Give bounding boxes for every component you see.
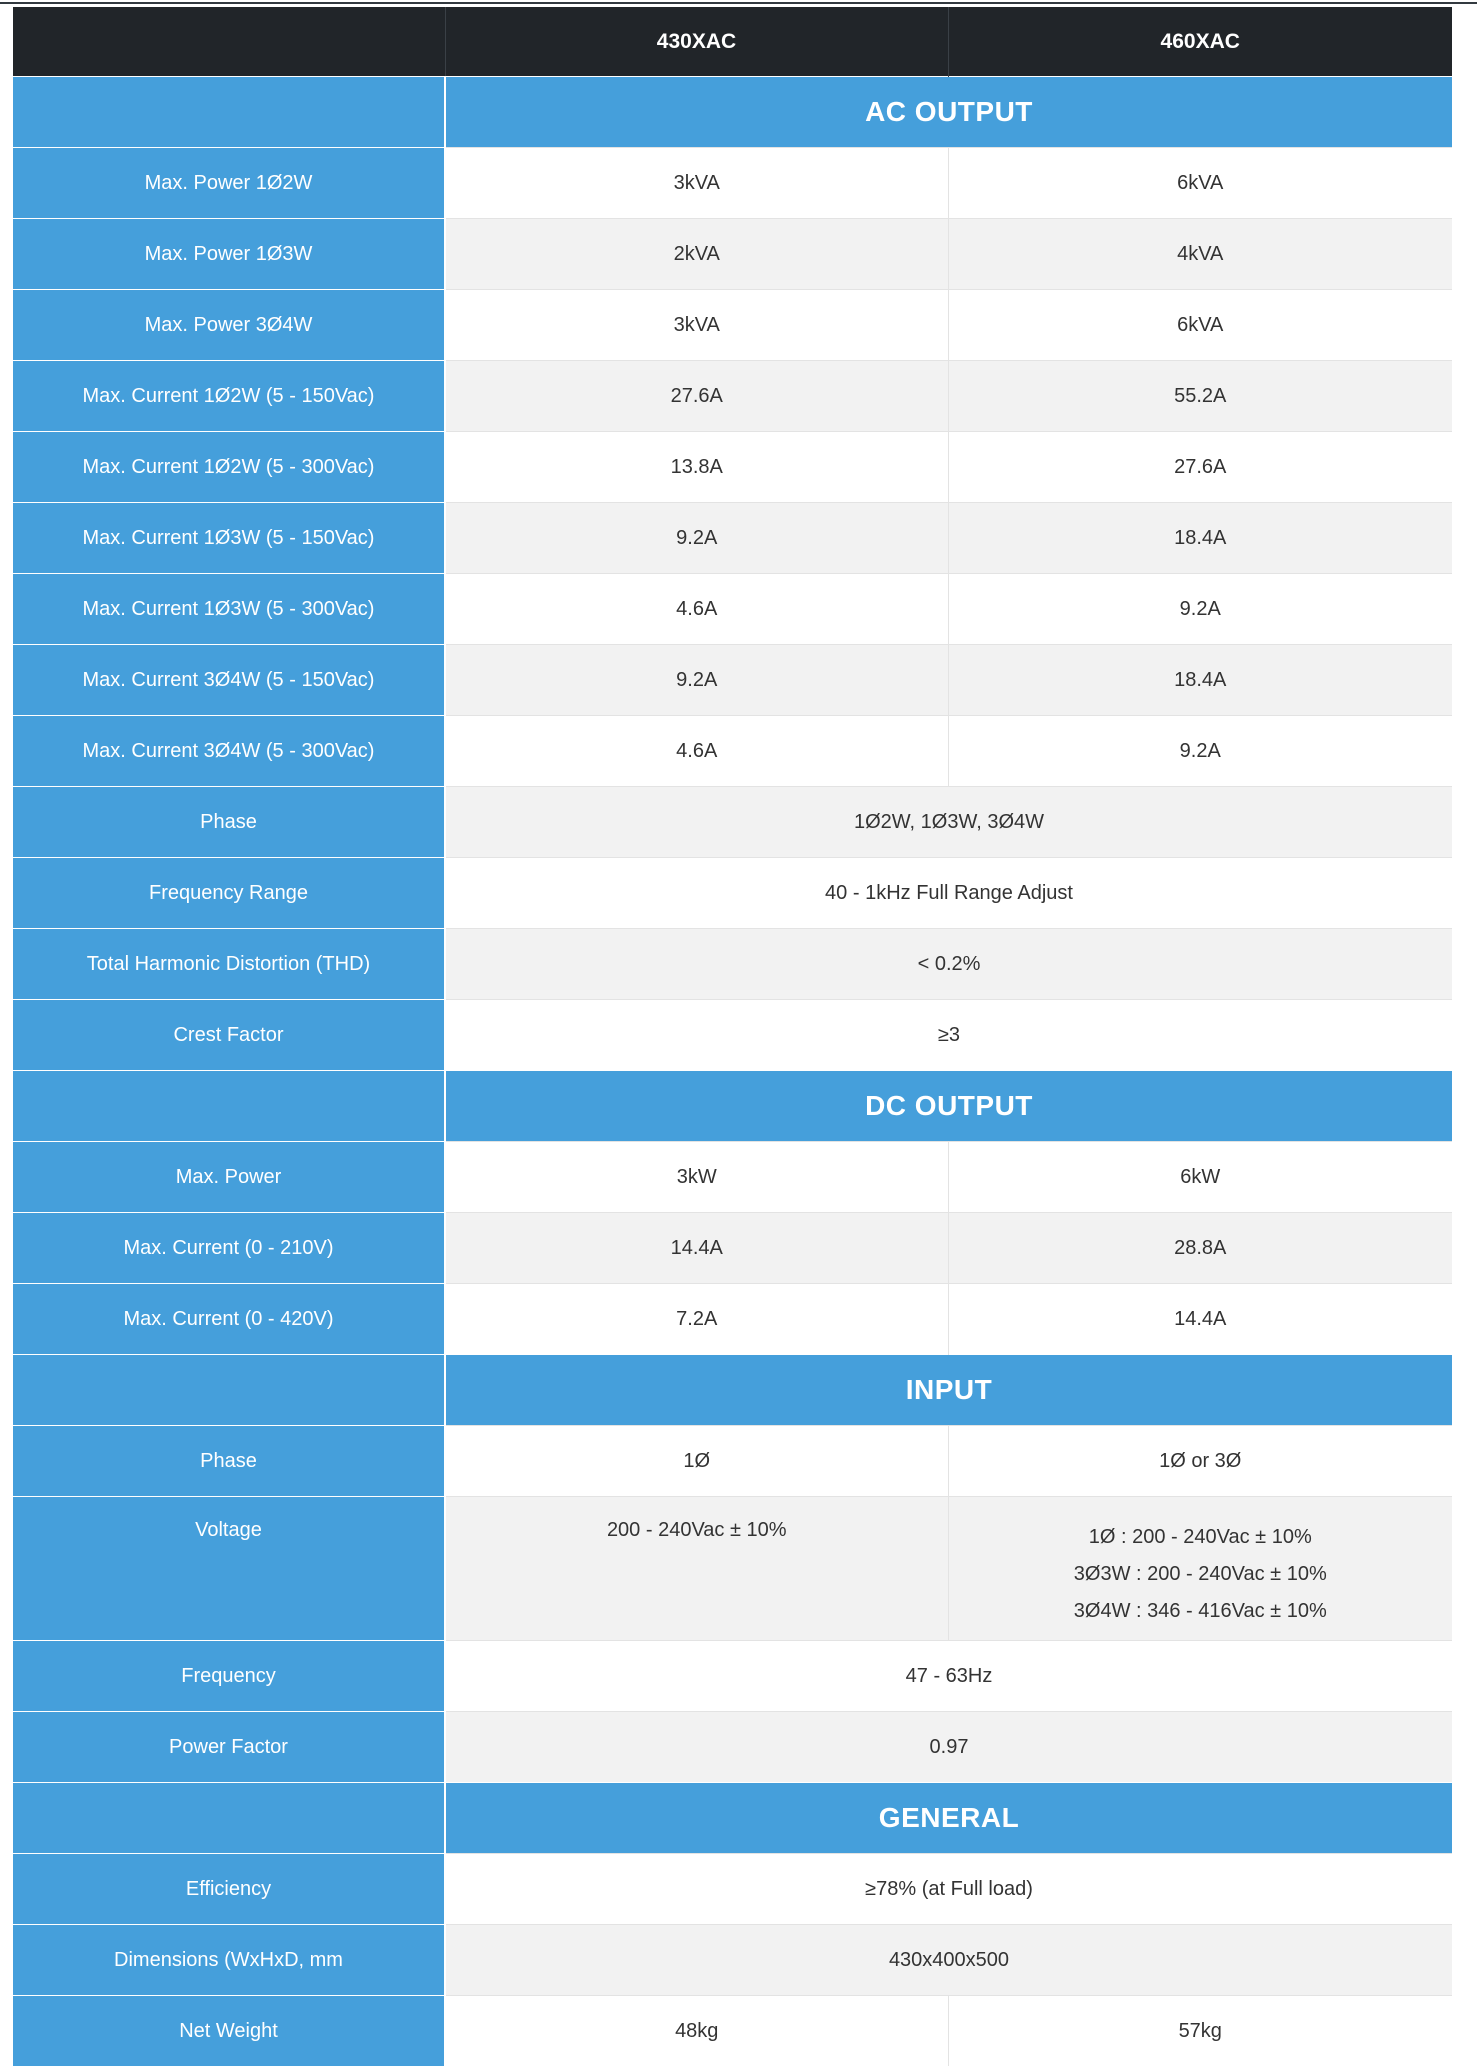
row-label: Max. Current 1Ø3W (5 - 300Vac): [13, 574, 445, 645]
row-value-430xac: 4.6A: [445, 574, 948, 645]
table-row: [13, 787, 1452, 858]
row-label: Max. Power 1Ø3W: [13, 219, 445, 290]
table-row: [13, 1641, 1452, 1712]
row-value-460xac: 27.6A: [948, 432, 1452, 503]
table-row: [13, 148, 1452, 219]
table-row: [13, 1854, 1452, 1925]
section-header-row: [13, 1355, 1452, 1426]
row-value-460xac: 28.8A: [948, 1213, 1452, 1284]
row-value-430xac: 2kVA: [445, 219, 948, 290]
row-label: Crest Factor: [13, 1000, 445, 1071]
row-value-460xac: 18.4A: [948, 503, 1452, 574]
row-label: Voltage: [13, 1497, 445, 1641]
section-title: GENERAL: [445, 1783, 1452, 1854]
row-label: Max. Current (0 - 420V): [13, 1284, 445, 1355]
table-row: [13, 1142, 1452, 1213]
section-label-blank: [13, 77, 445, 148]
row-label: Efficiency: [13, 1854, 445, 1925]
row-value-430xac: 13.8A: [445, 432, 948, 503]
row-value-shared: < 0.2%: [445, 929, 1452, 1000]
table-header-row: [13, 7, 1452, 77]
row-value-shared: 0.97: [445, 1712, 1452, 1783]
row-value-460xac: 55.2A: [948, 361, 1452, 432]
table-row: [13, 645, 1452, 716]
row-value-460xac: 9.2A: [948, 574, 1452, 645]
row-value-460xac: 6kW: [948, 1142, 1452, 1213]
row-value-430xac: 3kVA: [445, 148, 948, 219]
row-value-430xac: 14.4A: [445, 1213, 948, 1284]
row-value-430xac: 27.6A: [445, 361, 948, 432]
row-value-460xac: 6kVA: [948, 290, 1452, 361]
value-line: 3Ø3W : 200 - 240Vac ± 10%: [949, 1556, 1453, 1593]
row-value-shared: ≥78% (at Full load): [445, 1854, 1452, 1925]
table-row: [13, 1000, 1452, 1071]
table-row: [13, 858, 1452, 929]
section-title: AC OUTPUT: [445, 77, 1452, 148]
table-row: [13, 929, 1452, 1000]
row-value-shared: 1Ø2W, 1Ø3W, 3Ø4W: [445, 787, 1452, 858]
table-row: [13, 1426, 1452, 1497]
header-blank-cell: [13, 7, 445, 77]
table-row: [13, 219, 1452, 290]
value-line: 1Ø : 200 - 240Vac ± 10%: [949, 1519, 1453, 1556]
row-label: Max. Power 1Ø2W: [13, 148, 445, 219]
section-header-row: [13, 1783, 1452, 1854]
row-value-430xac: 3kW: [445, 1142, 948, 1213]
row-label: Max. Power 3Ø4W: [13, 290, 445, 361]
row-value-shared: 47 - 63Hz: [445, 1641, 1452, 1712]
row-label: Max. Current 3Ø4W (5 - 300Vac): [13, 716, 445, 787]
row-value-460xac: [948, 1497, 1452, 1641]
row-label: Max. Power: [13, 1142, 445, 1213]
row-value-430xac: 7.2A: [445, 1284, 948, 1355]
section-header-row: [13, 77, 1452, 148]
table-row: [13, 361, 1452, 432]
row-value-460xac: 57kg: [948, 1996, 1452, 2066]
row-value-430xac: 9.2A: [445, 645, 948, 716]
row-label: Total Harmonic Distortion (THD): [13, 929, 445, 1000]
row-value-430xac: 200 - 240Vac ± 10%: [445, 1497, 948, 1641]
row-value-460xac: 6kVA: [948, 148, 1452, 219]
row-label: Phase: [13, 1426, 445, 1497]
spec-table-body: [13, 77, 1452, 2066]
row-value-460xac: 18.4A: [948, 645, 1452, 716]
row-value-460xac: 9.2A: [948, 716, 1452, 787]
table-row: [13, 716, 1452, 787]
row-value-460xac: 14.4A: [948, 1284, 1452, 1355]
table-row: [13, 503, 1452, 574]
section-label-blank: [13, 1783, 445, 1854]
table-row: [13, 1996, 1452, 2066]
row-label: Phase: [13, 787, 445, 858]
table-row: [13, 574, 1452, 645]
row-label: Max. Current (0 - 210V): [13, 1213, 445, 1284]
row-value-430xac: 9.2A: [445, 503, 948, 574]
section-header-row: [13, 1071, 1452, 1142]
table-row: [13, 1284, 1452, 1355]
section-label-blank: [13, 1071, 445, 1142]
row-label: Max. Current 3Ø4W (5 - 150Vac): [13, 645, 445, 716]
row-value-430xac: 48kg: [445, 1996, 948, 2066]
model-header-460xac: 460XAC: [948, 7, 1452, 77]
row-value-460xac: 1Ø or 3Ø: [948, 1426, 1452, 1497]
row-label: Max. Current 1Ø3W (5 - 150Vac): [13, 503, 445, 574]
row-label: Power Factor: [13, 1712, 445, 1783]
row-value-430xac: 4.6A: [445, 716, 948, 787]
row-label: Frequency Range: [13, 858, 445, 929]
row-label: Max. Current 1Ø2W (5 - 300Vac): [13, 432, 445, 503]
row-label: Frequency: [13, 1641, 445, 1712]
row-value-shared: 430x400x500: [445, 1925, 1452, 1996]
value-line: 3Ø4W : 346 - 416Vac ± 10%: [949, 1593, 1453, 1630]
row-value-shared: ≥3: [445, 1000, 1452, 1071]
row-label: Dimensions (WxHxD, mm: [13, 1925, 445, 1996]
row-value-shared: 40 - 1kHz Full Range Adjust: [445, 858, 1452, 929]
table-row: [13, 432, 1452, 503]
table-row: [13, 1213, 1452, 1284]
row-label: Max. Current 1Ø2W (5 - 150Vac): [13, 361, 445, 432]
table-row: [13, 1497, 1452, 1641]
section-label-blank: [13, 1355, 445, 1426]
row-value-460xac: 4kVA: [948, 219, 1452, 290]
table-row: [13, 290, 1452, 361]
section-title: DC OUTPUT: [445, 1071, 1452, 1142]
table-row: [13, 1712, 1452, 1783]
table-row: [13, 1925, 1452, 1996]
row-value-430xac: 3kVA: [445, 290, 948, 361]
model-header-430xac: 430XAC: [445, 7, 948, 77]
row-label: Net Weight: [13, 1996, 445, 2066]
top-rule: [0, 2, 1477, 4]
section-title: INPUT: [445, 1355, 1452, 1426]
spec-table: [13, 7, 1452, 2066]
row-value-430xac: 1Ø: [445, 1426, 948, 1497]
